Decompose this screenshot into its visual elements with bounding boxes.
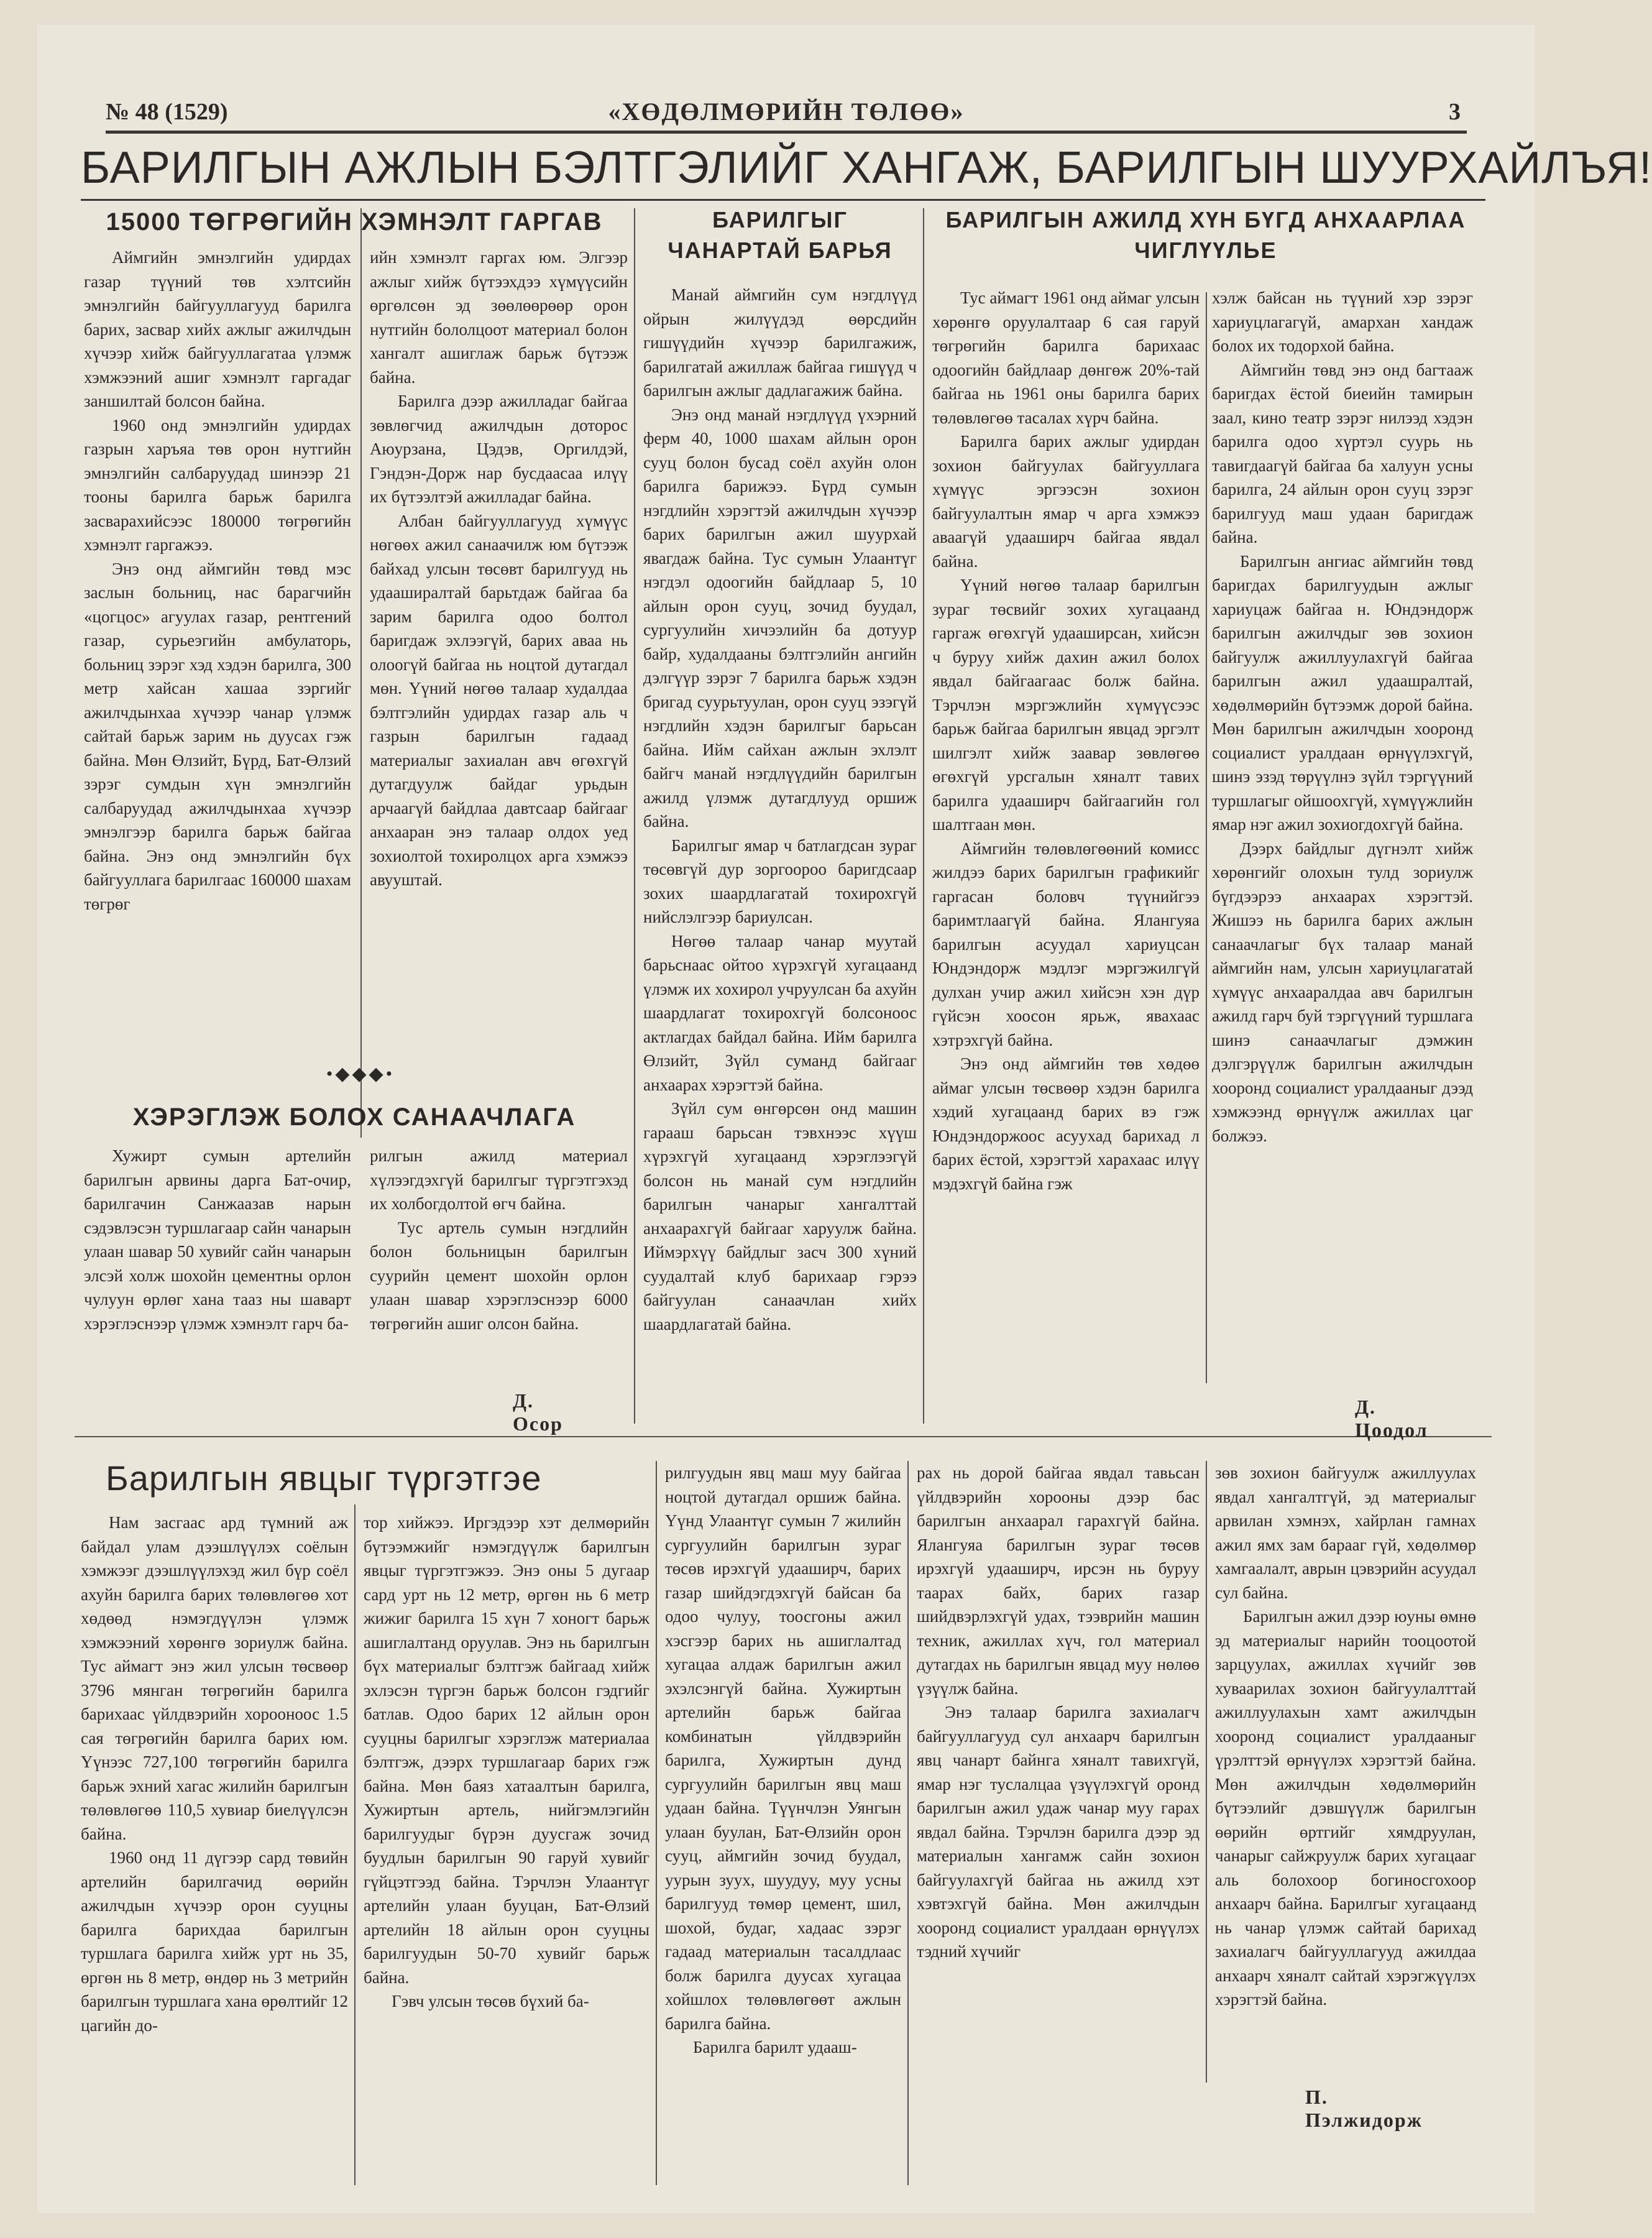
article-paragraph: рилгуудын явц маш муу байгаа ноцтой дутагдал оршиж байна. Үүнд Улаантүг сумын 7 жилийн сургуулийн барилгын зураг төсөв ирэхгүй удааширч, барих газар шийдэгдэхгүй байсан ба одоо чулуу, тоосгоны ажил хэсгээр барих нь ашиглалтад хугацаа алдаж барилгын ажил эхэлсэнгүй байна. Хужиртын артелийн барьж байгаа комбинатын үйлдвэрийн барилга, Хужиртын дунд сургуулийн барилгын явц маш удаан байна. Түүнчлэн Уянгын улаан буулан, Бат-Өлзийн орон сууц, аймгийн зочид буудал, уурын зуух, шуудуу, муу усны барилгууд төмөр цемент, шил, шохой, будаг, хадаас зэрэг гадаад материалын тасалдлаас болж барилга дуусах хугацаа хойшлох төлөвлөгөөт ажлын барилга байна. <box>665 1463 901 2033</box>
banner-headline: БАРИЛГЫН АЖЛЫН БЭЛТГЭЛИЙГ ХАНГАЖ, БАРИЛГЫН ШУУРХАЙЛЪЯ! <box>81 137 1485 201</box>
article-paragraph: хэлж байсан нь түүний хэр зэрэг хариуцлагагүй, амархан хандаж болох их тодорхой байна. <box>1212 288 1473 355</box>
article-headline: 15000 ТӨГРӨГИЙН ХЭМНЭЛТ ГАРГАВ <box>106 208 603 236</box>
article-paragraph: Барилга дээр ажилладаг байгаа зөвлөгчид ажилчдын доторос Аюурзана, Цэдэв, Оргилдэй, Гэндэн-Дорж нар бусдаасаа илүү их бүтээлтэй ажилладаг байна. <box>370 392 628 506</box>
article-paragraph: Албан байгууллагууд хүмүүс нөгөөх ажил санаачилж юм бүтээж байхад улсын төсөвт барилгууд нь удааширалтай барьтдаж байгаа ба зарим барилга одоо болтол баригдаж эхлээгүй, барих аваа нь олоогүй байгаа нь ноцтой дутагдал мөн. Үүний нөгөө талаар худалдаа бэлтгэлийн удирдах газар аль ч газрын барилгын гадаад материалыг захиалан авч өгөхгүй дутагдуулж байдаг урьдын арчаагүй байдлаа давтсаар байгааг анхааран энэ талаар олдох уед зохиолтой тохиролцох арга хэмжээ авууштай. <box>370 511 628 889</box>
article-paragraph: Хужирт сумын артелийн барилгын арвины дарга Бат-очир, барилгачин Санжаазав нарын сэдэвлэсэн туршлагаар сайн чанарын улаан шавар 50 хувийг сайн чанарын элсэй холж шохойн цементны орлон чулуун өрлөг хана тааз ны шаварт хэрэглэснээр үлэмж хэмнэлт гарч ба- <box>84 1146 351 1333</box>
article-paragraph: Энэ онд аймгийн төв хөдөө аймаг улсын төсвөөр хэдэн барилга хэдий хугацаанд барих вэ гэж Юндэндоржоос асуухад барихад л барих ёстой, хэрэгтэй харахаас илүү мэдэхгүй байна гэж <box>932 1054 1200 1193</box>
article-paragraph: Тус аймагт 1961 онд аймаг улсын хөрөнгө оруулалтаар 6 сая гаруй төгрөгийн барилга барихаас одоогийн байдлаар дөнгөж 20%-тай байгаа нь 1961 оны барилга барих төлөвлөгөө тасалах хүрч байна. <box>932 288 1200 427</box>
article-paragraph: Энэ онд аймгийн төвд мэс заслын больниц, нас барагчийн «цогцос» агуулах газар, рентгений газар, сурьеэгийн амбулаторь, больниц зэрэг хэд хэдэн барилга, 300 метр хайсан хашаа зэргийг ажилчдынхаа хүчээр чанар үлэмж сайтай барьж зарим нь дуусах гэж байна. Мөн Өлзийт, Бүрд, Бат-Өлзий зэрэг сумдын хүн эмнэлгийн салбаруудад ажилчдынхаа хүчээр эмнэлгээр барилга барьж байгаа байна. Энэ онд эмнэлгийн бүх байгууллага барилгаас 160000 шахам төгрөг <box>84 559 351 913</box>
article-column <box>643 283 917 1421</box>
article-column <box>370 246 628 1054</box>
article-column <box>917 1461 1200 2182</box>
article-paragraph: Энэ талаар барилга захиалагч байгууллагууд сул анхаарч барилгын явц чанарт байнга хяналт тавихгүй, ямар нэг туслалцаа үзүүлэхгүй оронд барилгын ажил удаж чанар муу гарах явдал байна. Тэрчлэн барилга дээр эд материалын хангамж сайн зохион байгуулахгүй байгаа нь ажилд хэт хэвтэхгүй байна. Мөн ажилчдын хооронд социалист уралдаан өрнүүлэх тэдний хүчийг <box>917 1703 1200 1961</box>
article-paragraph: Аймгийн эмнэлгийн удирдах газар түүний төв хэлтсийн эмнэлгийн байгууллагууд барилга барих, засвар хийх ажлыг ажилчдын хүчээр хийж байгууллагатаа үлэмж хэмжээний ашиг хэмнэлт гаргадаг заншилтай болсон байна. <box>84 248 351 410</box>
article-headline: Барилгын явцыг түргэтгэе <box>106 1458 542 1498</box>
article-paragraph: Аймгийн төвд энэ онд багтааж баригдах ёстой биеийн тамирын заал, кино театр зэрэг нилээд хэдэн барилга одоо хүртэл суурь нь тавигдаагүй байгаа ба халуун усны барилга, 24 айлын орон сууц зэрэг барилгууд маш удаан баригдаж байна. <box>1212 360 1473 546</box>
article-column <box>84 246 351 1054</box>
issue-number: № 48 (1529) <box>106 99 228 125</box>
article-paragraph: зөв зохион байгуулж ажиллуулах явдал хангалтгүй, эд материалыг арвилан хэмнэх, хайрлан гамнах ажил ямх зам барааг гүй, хөдөлмөр хамгаалалт, аврын цэвэрийн асуудал сул байна. <box>1215 1463 1476 1602</box>
article-column <box>364 1511 649 2182</box>
article-paragraph: Нөгөө талаар чанар муутай барьснаас ойтоо хүрэхгүй хугацаанд үлэмж их хохирол учруулсан ба ахуйн шаардлагат тохирохгүй болсоноос актлагдах байдал байна. Ийм барилга Өлзийт, Зүйл суманд байгааг анхаарах хэрэгтэй байна. <box>643 931 917 1094</box>
article-headline: БАРИЛГЫГ ЧАНАРТАЙ БАРЬЯ <box>668 207 893 263</box>
article-headline: ХЭРЭГЛЭЖ БОЛОХ САНААЧЛАГА <box>132 1103 576 1131</box>
article-paragraph: Барилга барилт удааш- <box>693 2038 857 2056</box>
article-paragraph: тор хийжээ. Иргэдээр хэт делмөрийн бүтээмжийг нэмэгдүүлж барилгын явцыг түргэтгэжээ. Энэ оны 5 дугаар сард урт нь 12 метр, өргөн нь 6 метр жижиг барилга 15 хүн 7 хоногт барьж ашиглалтанд оруулав. Энэ нь барилгын бүх материалыг бэлтгэж байгаад хийж эхлэсэн түргэн барьж болсон гэдгийг батлав. Одоо барих 12 айлын орон сууцны барилгыг хэрэглэж материалаа бэлтгэж, дээрх туршлагаар барих гэж байна. Мөн баяз хатаалтын барилга, Хужиртын артель, нийгэмлэгийн барилгуудыг бүрэн дуусгаж зочид буудлын барилгын 90 гаруй хувийг гүйцэтгээд байна. Тэрчлэн Улаантүг артелийн улаан бууцан, Бат-Өлзий артелийн 18 айлын орон сууцны барилгуудын 50-70 хувийг барьж байна. <box>364 1513 649 1987</box>
article-column <box>932 286 1200 1424</box>
article-column <box>665 1461 901 2182</box>
article-paragraph: рилгын ажилд материал хүлээгдэхгүй барилгыг түргэтгэхэд их холбогдолтой өгч байна. <box>370 1146 628 1213</box>
article-column <box>84 1144 351 1417</box>
column-divider <box>360 208 362 1138</box>
column-divider <box>907 1461 909 2185</box>
article-paragraph: Аймгийн төлөвлөгөөний комисс жилдээ барих барилгын графикийг гаргасан боловч түүнийгээ баримтлаагүй байна. Ялангуяа барилгын асуудал хариуцсан Юндэндорж мэдлэг мэргэжилгүй дулхан учир ажил хийсэн хэн дүр гүйсэн хоосон ярьж, явахаас хэтрэхгүй байна. <box>932 839 1200 1049</box>
column-divider <box>634 208 635 1424</box>
article-paragraph: Тус артель сумын нэгдлийн болон больницын барилгын суурийн цемент шохойн орлон улаан шавар хэрэглэснээр 6000 төгрөгийн ашиг олсон байна. <box>370 1218 628 1333</box>
column-divider <box>1206 292 1207 1383</box>
article-paragraph: Барилгыг ямар ч батлагдсан зураг төсөвгүй дур зоргоороо баригдсаар зохих шаардлагатай тохирохгүй нийслэлгээр бариулсан. <box>643 836 917 926</box>
article-column <box>1215 1461 1476 2083</box>
author-signature: Д. Цоодол <box>1355 1396 1428 1441</box>
article-paragraph: рах нь дорой байгаа явдал тавьсан үйлдвэрийн хорооны дээр бас барилгын анхаарал гарахгүй байна. Ялангуяа барилгын зураг төсөв ирэхгүй удааширч, ирсэн нь буруу таарах байх, барих газар шийдвэрлэхгүй удах, тээврийн машин техник, ажиллах хүч, гол материал дутагдах нь барилгын явцад муу нөлөө үзүүлж байна. <box>917 1463 1200 1698</box>
article-paragraph: 1960 онд 11 дүгээр сард төвийн артелийн барилгачид өөрийн ажилчдын хүчээр орон сууцны барилга барихдаа барилгын туршлага барилга хийж урт нь 35, өргөн нь 8 метр, өндөр нь 3 метрийн барилгын туршлага хана өрөлтийг 12 цагийн до- <box>81 1848 348 2035</box>
article-paragraph: Гэвч улсын төсөв бүхий ба- <box>392 1992 589 2010</box>
newspaper-name: «ХӨДӨЛМӨРИЙН ТӨЛӨӨ» <box>608 98 965 126</box>
article-paragraph: Үүний нөгөө талаар барилгын зураг төсвийг зохих хугацаанд гаргаж өгөхгүй удааширсан, хийсэн ч буруу хийж дахин ажил болох явдал байгаагаас болж байна. Тэрчлэн мэргэжлийн хүмүүсээс барьж байгаа барилгын явцад эргэлт шилгэлт хийж заавар зөвлөгөө өгөхгүй урсгалын хяналт тавих барилга удааширч байгаагийн гол шалтгаан мөн. <box>932 576 1200 834</box>
ornament-divider: •◆◆◆• <box>326 1064 395 1084</box>
article-paragraph: Нам засгаас ард түмний аж байдал улам дээшлүүлэх соёлын хэмжээг дээшлүүлэхэд жил бүр соёл ахуйн барилга барих төлөвлөгөө хот хөдөөд нэмэгдүүлэн үлэмж хэмжээний хөрөнгө зориулж байна. Тус аймагт энэ жил улсын төсвөөр 3796 мянган төгрөгийн барилга барихаас үйлдвэрийн хорооноос 1.5 сая төгрөгийн барилга барих юм. Үүнээс 727,100 төгрөгийн барилга барьж эхний хагас жилийн барилгын төлөвлөгөө 110,5 хувиар биелүүлсэн байна. <box>81 1513 348 1843</box>
article-paragraph: Энэ онд манай нэгдлүүд үхэрний ферм 40, 1000 шахам айлын орон сууц болон бусад соёл ахуйн олон барилга барижээ. Бүрд сумын нэгдлийн хэрэгтэй ажилчдын хүчээр барих барилгын ажил шуурхай явагдаж байна. Тус сумын Улаантүг нэгдэл одоогийн байдлаар 5, 10 айлын орон сууц, зочид буудал, сургуулийн хичээлийн ба дотуур байр, худалдааны бэлтгэлийн ангийн дэлгүүр зэрэг 7 барилга барьж хэдэн бригад суурьтуулан, орон сууц эзэгүй нэгдлийн хэдэн барилгыг барьсан байна. Ийм сайхан ажлын эхлэлт байгч манай нэгдлүүдийн барилгын ажилд үлэмж дутагдлууд оршиж байна. <box>643 405 917 831</box>
article-column <box>81 1511 348 2182</box>
column-divider <box>656 1461 657 2185</box>
masthead <box>106 93 1467 134</box>
article-paragraph: 1960 онд эмнэлгийн удирдах газрын харъяа төв орон нутгийн эмнэлгийн салбаруудад шинээр 21 тооны барилга барьж барилга засварахийсээс 180000 төгрөгийн хэмнэлт гаргажээ. <box>84 415 351 554</box>
section-divider <box>75 1436 1492 1437</box>
article-paragraph: Барилга барих ажлыг удирдан зохион байгуулах байгууллага хүмүүс эргээсэн зохион байгуулалтын ямар ч арга хэмжээ аваагүй удааширч байгаа явдал байна. <box>932 432 1200 571</box>
article-column <box>370 1144 628 1386</box>
article-paragraph: Манай аймгийн сум нэгдлүүд ойрын жилүүдэд өөрсдийн гишүүдийн хүчээр барилгажиж, барилгатай ажиллаж байгаа гишүүд ч барилгын ажлыг дадлагажиж байна. <box>643 285 917 400</box>
article-headline: БАРИЛГЫН АЖИЛД ХҮН БҮГД АНХААРЛАА ЧИГЛҮҮЛЬЕ <box>945 207 1466 263</box>
article-paragraph: ийн хэмнэлт гаргах юм. Элгээр ажлыг хийж бүтээхдээ хүмүүсийн өргөлсөн эд зөөлөөрөөр орон нутгийн бололцоот материал болон хангалт ашиглаж барьж бүтээж байна. <box>370 248 628 387</box>
article-column <box>1212 286 1473 1380</box>
article-paragraph: Зүйл сум өнгөрсөн онд машин гарааш барьсан тэвхнээс хүүш хүрэхгүй хугацаанд хэрэглээгүй болсон нь манай сум нэгдлийн барилгын чанарыг хангалттай анхаарахгүй байгааг харуулж байна. Иймэрхүү байдлыг засч 300 хүний суудалтай клуб барихаар гэрээ байгуулан санаачлан хийх шаардлагатай байна. <box>643 1099 917 1333</box>
article-paragraph: Барилгын ажил дээр юуны өмнө эд материалыг нарийн тооцоотой зарцуулах, ажиллах хүчийг зөв хуваарилах зохион байгуулалттай ажиллуулахын хамт ажилчдын хооронд социалист уралдааныг үрэлттэй өрнүүлэх хэрэгтэй байна. Мөн ажилчдын хөдөлмөрийн бүтээлийг дэвшүүлж барилгын өөрийн өртгийг хямдруулан, чанарыг сайжруулж барих хугацааг аль болохоор богиносгохоор анхаарч байна. Барилгыг хугацаанд нь чанар үлэмж сайтай барихад захиалагч байгууллагууд ажилдаа анхаарч хяналт сайтай хэрэгжүүлэх хэрэгтэй байна. <box>1215 1607 1476 2009</box>
author-signature: Д. Осор <box>513 1389 563 1435</box>
article-paragraph: Дээрх байдлыг дүгнэлт хийж хөрөнгийг олохын тулд зориулж бүгдээрээ анхаарах хэрэгтэй. Жишээ нь барилга барих ажлын санаачлагыг бүх талаар манай аймгийн нам, улсын хариуцлагатай хүмүүс анхааралдаа авч барилгын ажилд гарч буй тэргүүний туршлага шинэ санаачлагыг дэмжин дэлгэрүүлж барилгын ажилчдын хооронд социалист уралдааныг дээд хэмжээнд өрнүүлж ажиллах цаг болжээ. <box>1212 839 1473 1145</box>
author-signature: П. Пэлжидорж <box>1305 2086 1423 2131</box>
column-divider <box>1206 1461 1207 2083</box>
column-divider <box>923 208 924 1424</box>
column-divider <box>354 1504 356 2185</box>
article-paragraph: Барилгын ангиас аймгийн төвд баригдах барилгуудын ажлыг хариуцаж байгаа н. Юндэндорж барилгын ажилчдыг зөв зохион байгуулж ажиллуулахгүй байгаа барилгын ажил удаашралтай, хөдөлмөрийн бүтээмж дорой байна. Мөн барилгын ажилчдын хооронд социалист уралдаан өрнүүлэхгүй, шинэ эзэд төрүүлнэ зүйл тэргүүний туршлагыг ойшоохгүй, хүмүүжлийн ямар нэг ажил зохиогдохгүй байна. <box>1212 551 1473 834</box>
page-number: 3 <box>1449 99 1461 125</box>
